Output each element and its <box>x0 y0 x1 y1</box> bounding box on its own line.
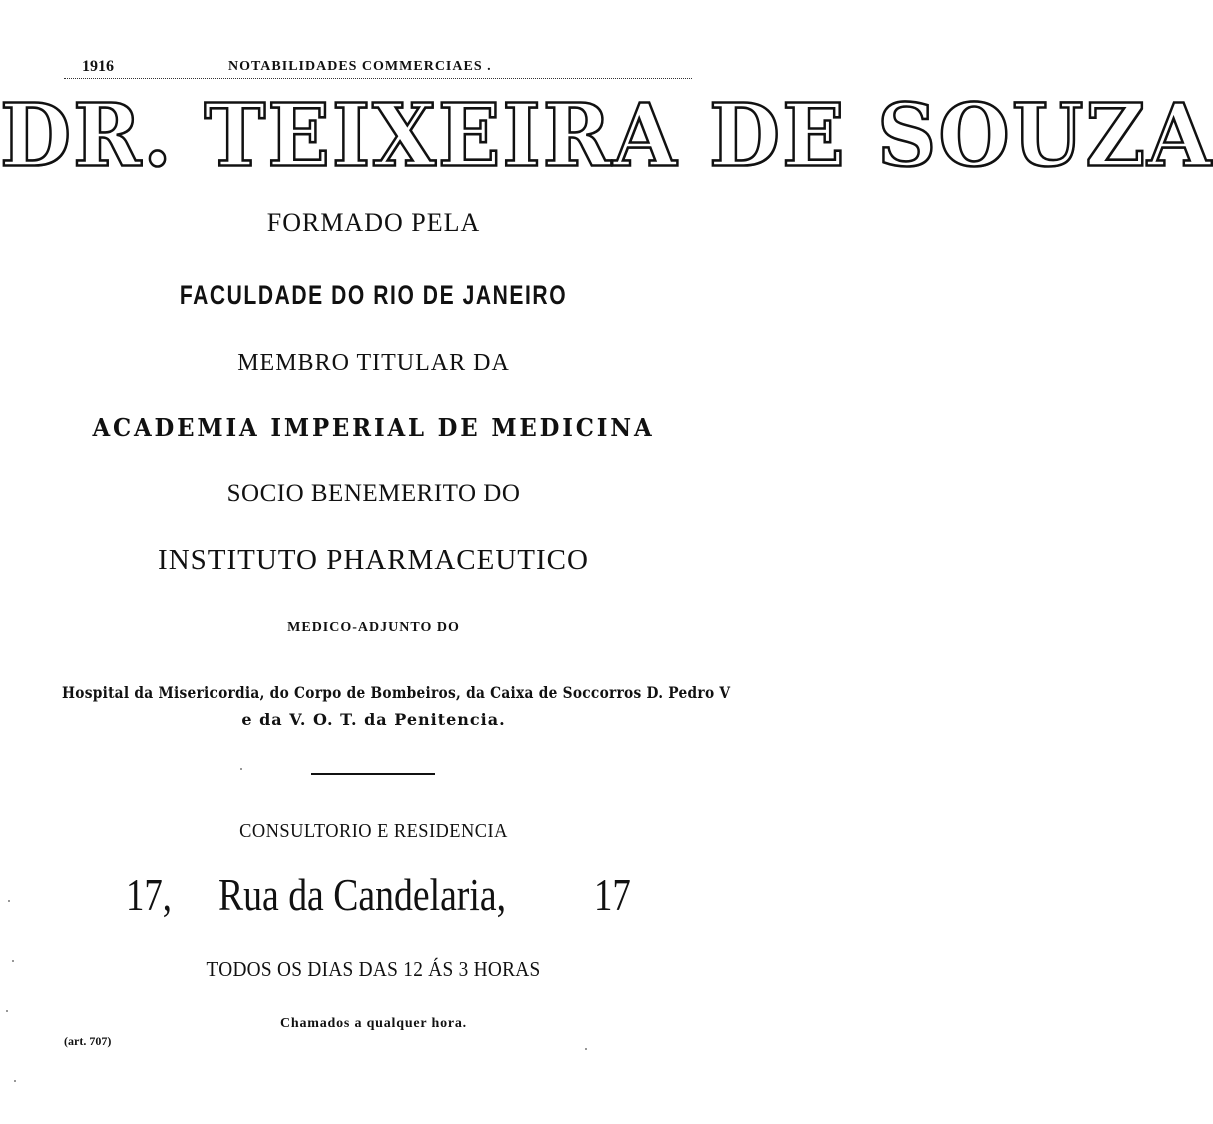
calls-line: Chamados a qualquer hora. <box>279 1016 467 1031</box>
address-number-right: 17 <box>594 869 631 920</box>
consultorio-heading: CONSULTORIO E RESIDENCIA <box>239 820 508 842</box>
academia-line: ACADEMIA IMPERIAL DE MEDICINA <box>92 413 655 442</box>
header-rule <box>64 78 692 79</box>
scan-speck <box>6 1010 8 1012</box>
instituto-line: INSTITUTO PHARMACEUTICO <box>158 544 589 576</box>
scan-speck <box>240 768 242 770</box>
hospital-line-2: e da V. O. T. da Penitencia. <box>241 710 506 729</box>
scan-speck <box>14 1080 16 1082</box>
footer-note: (art. 707) <box>64 1034 112 1048</box>
scan-speck <box>12 960 14 962</box>
running-header-title: NOTABILIDADES COMMERCIAES . <box>228 59 492 74</box>
main-name-heading <box>0 85 1213 187</box>
section-divider <box>311 773 435 775</box>
faculdade-line: FACULDADE DO RIO DE JANEIRO <box>179 280 568 310</box>
socio-line: SOCIO BENEMERITO DO <box>226 480 521 507</box>
hours-line: TODOS OS DIAS DAS 12 ÁS 3 HORAS <box>206 957 541 981</box>
address-number-left: 17, <box>126 869 172 920</box>
medico-line: MEDICO-ADJUNTO DO <box>287 620 460 635</box>
formado-line: FORMADO PELA <box>266 208 481 237</box>
scan-speck <box>8 900 10 902</box>
page-number: 1916 <box>82 58 114 75</box>
address-street: Rua da Candelaria, <box>218 869 507 920</box>
hospital-line-1: Hospital da Misericordia, do Corpo de Bombeiros, da Caixa de Soccorros D. Pedro V <box>62 683 731 702</box>
scan-speck <box>585 1048 587 1050</box>
membro-line: MEMBRO TITULAR DA <box>237 350 510 376</box>
main-name-text: DR. TEIXEIRA DE SOUZA <box>0 85 1213 187</box>
